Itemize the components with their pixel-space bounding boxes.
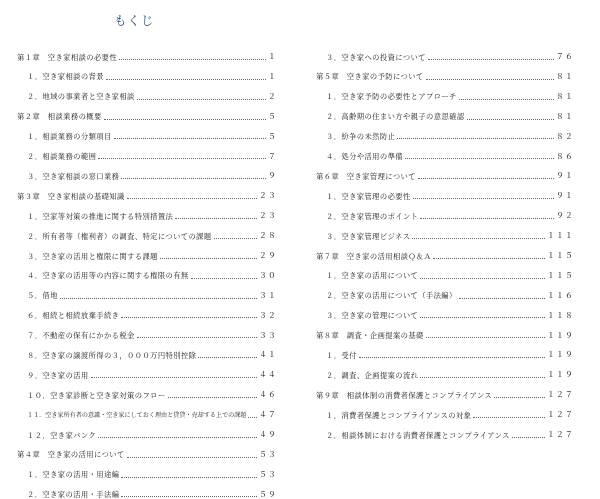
- dot-leader: [160, 258, 257, 259]
- toc-entry-label: 第７章 空き家の活用相談Ｑ＆Ａ: [316, 251, 432, 261]
- toc-section-entry[interactable]: [316, 140, 574, 160]
- toc-section-entry[interactable]: [17, 399, 277, 419]
- toc-section-entry[interactable]: [17, 419, 277, 439]
- toc-entry-label: ２．空き家の活用・手法編: [27, 490, 120, 499]
- toc-entry-label: １２．空き家バンク: [27, 430, 97, 440]
- dot-leader: [121, 178, 266, 179]
- toc-chapter-entry[interactable]: [17, 41, 277, 61]
- toc-entry-label: １．消費者保護とコンプライアンスの対象: [326, 410, 472, 420]
- dot-leader: [426, 79, 554, 80]
- dot-leader: [420, 218, 554, 219]
- toc-section-entry[interactable]: [17, 220, 277, 240]
- toc-entry-label: １．空き家相談の背景: [27, 72, 104, 82]
- toc-section-entry[interactable]: [316, 419, 574, 439]
- toc-page-number: ４７: [259, 410, 277, 420]
- toc-page-number: １１６: [547, 290, 574, 300]
- toc-entry-label: １．空き家予防の必要性とアプローチ: [326, 92, 457, 102]
- dot-leader: [397, 138, 554, 139]
- toc-page-number: ３０: [259, 270, 277, 280]
- toc-chapter-entry[interactable]: [17, 101, 277, 121]
- toc-entry-label: ３．空き家相談の窓口業務: [27, 171, 120, 181]
- dot-leader: [248, 417, 257, 418]
- dot-leader: [198, 357, 257, 358]
- toc-entry-label: １．空家等対策の推進に関する特別措置法: [27, 211, 174, 221]
- toc-page-number: ９１: [556, 171, 574, 181]
- toc-section-entry[interactable]: [316, 300, 574, 320]
- toc-page-number: ５３: [259, 449, 277, 459]
- toc-page-number: ２８: [259, 231, 277, 241]
- toc-page-number: １２７: [547, 390, 574, 400]
- toc-entry-label: 第１章 空き家相談の必要性: [17, 52, 118, 62]
- toc-section-entry[interactable]: [17, 121, 277, 141]
- toc-page-number: ７: [268, 151, 277, 161]
- toc-section-entry[interactable]: [316, 339, 574, 359]
- toc-page-number: １２７: [547, 430, 574, 440]
- toc-section-entry[interactable]: [316, 260, 574, 280]
- dot-leader: [121, 317, 257, 318]
- dot-leader: [137, 337, 257, 338]
- toc-page-number: １１９: [547, 330, 574, 340]
- toc-section-entry[interactable]: [17, 140, 277, 160]
- toc-entry-label: １．空き家の活用・用途編: [27, 470, 120, 480]
- dot-leader: [175, 218, 257, 219]
- toc-section-entry[interactable]: [17, 61, 277, 81]
- toc-section-entry[interactable]: [316, 41, 574, 61]
- dot-leader: [433, 258, 545, 259]
- toc-chapter-entry[interactable]: [316, 379, 574, 399]
- toc-section-entry[interactable]: [316, 121, 574, 141]
- toc-page-number: ８６: [556, 151, 574, 161]
- toc-page-number: １: [268, 71, 277, 81]
- dot-leader: [137, 99, 266, 100]
- toc-chapter-entry[interactable]: [316, 319, 574, 339]
- toc-page-number: ５９: [259, 489, 277, 499]
- toc-page-number: ４６: [259, 390, 277, 400]
- dot-leader: [121, 477, 257, 478]
- dot-leader: [214, 238, 257, 239]
- toc-section-entry[interactable]: [316, 101, 574, 121]
- dot-leader: [426, 337, 545, 338]
- dot-leader: [98, 158, 266, 159]
- toc-entry-label: １．空き家の活用について: [326, 271, 419, 281]
- toc-page-number: ９: [268, 171, 277, 181]
- toc-entry-label: ２．所有者等（権利者）の調査、特定についての課題: [27, 231, 212, 241]
- toc-section-entry[interactable]: [316, 180, 574, 200]
- dot-leader: [405, 158, 554, 159]
- toc-section-entry[interactable]: [17, 300, 277, 320]
- toc-entry-label: 第３章 空き家相談の基礎知識: [17, 191, 125, 201]
- dot-leader: [191, 278, 257, 279]
- toc-entry-label: ２．調査、企画提案の流れ: [326, 370, 419, 380]
- dot-leader: [420, 278, 545, 279]
- toc-page-number: ２３: [259, 191, 277, 201]
- toc-page-number: ８２: [556, 131, 574, 141]
- toc-page-number: １: [268, 52, 277, 62]
- toc-page-number: ５: [268, 111, 277, 121]
- toc-page-number: ７６: [556, 52, 574, 62]
- dot-leader: [412, 238, 545, 239]
- toc-entry-label: １１．空き家所有者の意識・空き家にしておく理由と貸貸・売却する上での課題: [27, 411, 247, 419]
- dot-leader: [91, 377, 257, 378]
- toc-section-entry[interactable]: [316, 359, 574, 379]
- toc-section-entry[interactable]: [316, 81, 574, 101]
- dot-leader: [467, 119, 554, 120]
- toc-chapter-entry[interactable]: [17, 180, 277, 200]
- toc-entry-label: 第４章 空き家の活用について: [17, 450, 125, 460]
- toc-section-entry[interactable]: [17, 479, 277, 499]
- toc-entry-label: ２．相談体制における消費者保護とコンプライアンス: [326, 430, 510, 440]
- toc-section-entry[interactable]: [17, 280, 277, 300]
- toc-page-number: １１５: [547, 251, 574, 260]
- toc-entry-label: １．相談業務の分類項目: [27, 132, 112, 142]
- toc-entry-label: 第２章 相談業務の概要: [17, 112, 102, 122]
- toc-entry-label: ４．空き家の活用等の内容に関する権限の有無: [27, 271, 189, 281]
- page-title: もくじ: [114, 13, 155, 28]
- toc-left-column: [17, 41, 277, 498]
- toc-entry-label: ４．処分や活用の準備: [326, 152, 403, 162]
- toc-entry-label: １．空き家管理の必要性: [326, 191, 411, 201]
- dot-leader: [60, 298, 257, 299]
- toc-page-number: １２７: [547, 410, 574, 420]
- toc-section-entry[interactable]: [17, 200, 277, 220]
- toc-page-number: ５: [268, 131, 277, 141]
- toc-chapter-entry[interactable]: [17, 439, 277, 459]
- dot-leader: [459, 298, 545, 299]
- toc-section-entry[interactable]: [17, 359, 277, 379]
- toc-page-number: ２: [268, 91, 277, 101]
- toc-entry-label: ６．相続と相続放棄手続き: [27, 311, 120, 321]
- toc-entry-label: 第６章 空き家管理について: [316, 171, 416, 181]
- toc-entry-label: ２．空き家管理のポイント: [326, 211, 419, 221]
- toc-page-number: ２９: [259, 251, 277, 260]
- toc-page-number: １１５: [547, 270, 574, 280]
- toc-page-number: ８１: [556, 91, 574, 101]
- toc-entry-label: ２．地域の事業者と空き家相談: [27, 92, 135, 102]
- toc-section-entry[interactable]: [17, 160, 277, 180]
- dot-leader: [459, 99, 554, 100]
- toc-entry-label: ９．空き家の活用: [27, 370, 89, 380]
- toc-entry-label: ３．空き家の管理について: [326, 311, 419, 321]
- toc-entry-label: 第８章 調査・企画提案の基礎: [316, 331, 424, 341]
- dot-leader: [359, 357, 545, 358]
- dot-leader: [98, 437, 257, 438]
- toc-page-number: １１９: [547, 350, 574, 360]
- toc-chapter-entry[interactable]: [316, 160, 574, 180]
- dot-leader: [413, 198, 554, 199]
- toc-page-number: ３１: [259, 290, 277, 300]
- toc-entry-label: ８．空き家の譲渡所得の３，０００万円特別控除: [27, 350, 197, 360]
- dot-leader: [418, 178, 554, 179]
- toc-entry-label: ３．空き家管理ビジネス: [326, 231, 411, 241]
- toc-entry-label: ２．空き家の活用について（手法編）: [326, 291, 457, 301]
- toc-page-number: ４１: [259, 350, 277, 360]
- toc-section-entry[interactable]: [17, 240, 277, 260]
- toc-page-number: ９２: [556, 211, 574, 221]
- dot-leader: [473, 417, 545, 418]
- toc-page-number: １１９: [547, 370, 574, 380]
- dot-leader: [127, 457, 257, 458]
- toc-page-number: １１１: [547, 231, 574, 241]
- toc-entry-label: 第５章 空き家の予防について: [316, 72, 424, 82]
- toc-section-entry[interactable]: [316, 220, 574, 240]
- toc-section-entry[interactable]: [316, 280, 574, 300]
- toc-section-entry[interactable]: [17, 260, 277, 280]
- toc-entry-label: １０．空き家診断と空き家対策のフロー: [27, 390, 166, 400]
- toc-page-number: １１８: [547, 310, 574, 320]
- dot-leader: [420, 317, 545, 318]
- toc-section-entry[interactable]: [17, 319, 277, 339]
- dot-leader: [420, 377, 545, 378]
- toc-page-number: ９１: [556, 191, 574, 201]
- dot-leader: [121, 496, 257, 497]
- dot-leader: [119, 59, 266, 60]
- dot-leader: [168, 397, 257, 398]
- toc-entry-label: １．受付: [326, 350, 357, 360]
- toc-entry-label: ３．紛争の未然防止: [326, 132, 396, 142]
- toc-section-entry[interactable]: [17, 459, 277, 479]
- toc-entry-label: ５．借地: [27, 291, 58, 301]
- toc-chapter-entry[interactable]: [316, 240, 574, 260]
- toc-page-number: ２３: [259, 211, 277, 221]
- toc-section-entry[interactable]: [316, 200, 574, 220]
- toc-section-entry[interactable]: [17, 81, 277, 101]
- toc-page-number: ４４: [259, 370, 277, 380]
- toc-entry-label: 第９章 相談体制の消費者保護とコンプライアンス: [316, 390, 493, 400]
- toc-entry-label: ７．不動産の保有にかかる税金: [27, 331, 135, 341]
- toc-entry-label: ２．高齢期の住まい方や親子の意思確認: [326, 112, 465, 122]
- toc-page-number: ５３: [259, 469, 277, 479]
- dot-leader: [106, 79, 266, 80]
- toc-section-entry[interactable]: [17, 339, 277, 359]
- toc-entry-label: ２．相談業務の範囲: [27, 152, 97, 162]
- dot-leader: [494, 397, 545, 398]
- toc-section-entry[interactable]: [316, 399, 574, 419]
- toc-entry-label: ３．空き家の活用と権限に関する課題: [27, 251, 158, 261]
- toc-page-number: ８１: [556, 71, 574, 81]
- toc-section-entry[interactable]: [17, 379, 277, 399]
- dot-leader: [512, 437, 545, 438]
- toc-chapter-entry[interactable]: [316, 61, 574, 81]
- toc-right-column: [316, 41, 574, 439]
- toc-page-number: ３２: [259, 310, 277, 320]
- toc-entry-label: ３．空き家への投資について: [326, 52, 426, 62]
- toc-page-number: ４９: [259, 430, 277, 440]
- dot-leader: [104, 119, 266, 120]
- dot-leader: [428, 59, 554, 60]
- dot-leader: [127, 198, 257, 199]
- toc-page-number: ３３: [259, 330, 277, 340]
- dot-leader: [114, 138, 266, 139]
- toc-page-number: ８１: [556, 111, 574, 121]
